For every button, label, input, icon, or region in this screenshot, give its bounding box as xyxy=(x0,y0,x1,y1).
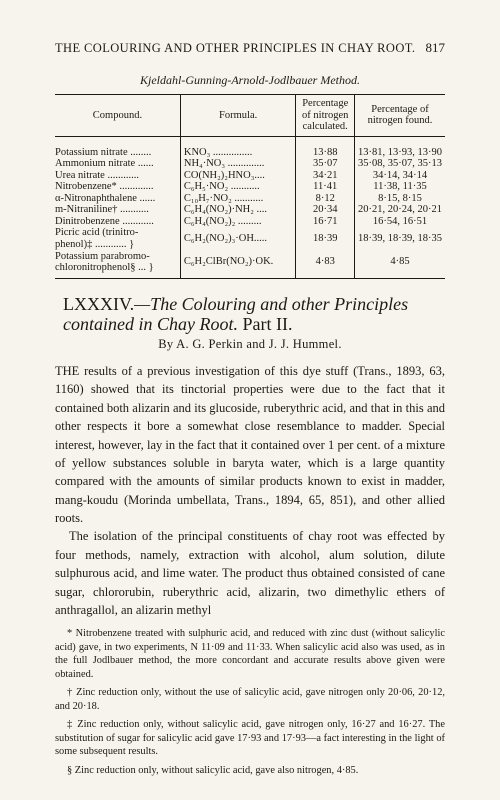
cell-calculated: 4·83 xyxy=(296,251,355,279)
footnote-3: ‡ Zinc reduction only, without salicylic acid, gave nitrogen only, 16·27 and 16·27. The substitution of sugar for salicylic acid gave 17·93 and 17·93—a fact interesting in the light of some subsequent results. xyxy=(55,719,445,758)
cell-found: 11·38, 11·35 xyxy=(355,181,446,193)
cell-compound: Dinitrobenzene ............ xyxy=(55,215,154,227)
cell-compound: Ammonium nitrate ...... xyxy=(55,158,154,170)
table-row xyxy=(55,251,445,279)
cell-formula: NH₄·NO₃ .............. xyxy=(180,158,296,170)
cell-formula: C₆H₂ClBr(NO₂)·OK. xyxy=(180,251,296,279)
cell-compound: m-Nitraniline† ........... xyxy=(55,204,149,216)
cell-calculated: 34·21 xyxy=(296,170,355,182)
page xyxy=(55,40,445,782)
cell-calculated: 16·71 xyxy=(296,216,355,228)
col-formula: Formula. xyxy=(180,95,296,137)
table-row xyxy=(55,227,445,250)
table-row xyxy=(55,158,445,170)
cell-compound: Potassium parabromo-chloronitrophenol§ ... } xyxy=(55,251,180,279)
cell-found: 20·21, 20·24, 20·21 xyxy=(355,204,446,216)
footnote-2: † Zinc reduction only, without the use of salicylic acid, gave nitrogen only 20·06, 20·12, and 20·18. xyxy=(55,687,445,712)
table-row xyxy=(55,181,445,193)
cell-found: 4·85 xyxy=(355,251,446,279)
article-title-text: —The Colouring and other Principles contained in Chay Root. xyxy=(63,293,409,335)
cell-formula: C₆H₂(NO₂)₃·OH..... xyxy=(180,227,296,250)
cell-formula: CO(NH₂)₂HNO₃.... xyxy=(180,170,296,182)
body-text xyxy=(55,362,445,619)
table-row xyxy=(55,136,445,158)
cell-calculated: 20·34 xyxy=(296,204,355,216)
cell-formula: C₆H₅·NO₂ ........... xyxy=(180,181,296,193)
table-body xyxy=(55,136,445,278)
cell-calculated: 18·39 xyxy=(296,227,355,250)
table-header-row xyxy=(55,95,445,137)
cell-calculated: 35·07 xyxy=(296,158,355,170)
col-found: Percentage of nitrogen found. xyxy=(355,95,446,137)
cell-compound: α-Nitronaphthalene ...... xyxy=(55,192,156,204)
col-calculated: Percentage of nitrogen calculated. xyxy=(296,95,355,137)
footnote-1: * Nitrobenzene treated with sulphuric acid, and reduced with zinc dust (without salicylic acid) gave, in two experiments, N 11·09 and 11·33. When salicylic acid also was used, as in the full Jodlbauer method, the more concordant and accurate results above given were obtained. xyxy=(55,628,445,680)
cell-formula: C₆H₄(NO₂)₂ ......... xyxy=(180,216,296,228)
cell-calculated: 13·88 xyxy=(296,136,355,158)
table-row xyxy=(55,193,445,205)
method-title: Kjeldahl-Gunning-Arnold-Jodlbauer Method. xyxy=(140,73,360,87)
cell-compound: Potassium nitrate ........ xyxy=(55,146,152,158)
footnote-4: § Zinc reduction only, without salicylic acid, gave also nitrogen, 4·85. xyxy=(67,764,359,776)
col-compound: Compound. xyxy=(55,95,180,137)
cell-found: 34·14, 34·14 xyxy=(355,170,446,182)
article-part: Part II. xyxy=(242,314,293,335)
cell-found: 35·08, 35·07, 35·13 xyxy=(355,158,446,170)
cell-compound: Picric acid (trinitro-phenol)‡ ............ } xyxy=(55,227,139,251)
cell-formula: C₆H₄(NO₂)·NH₂ .... xyxy=(180,204,296,216)
page-number: 817 xyxy=(425,40,445,55)
table-row xyxy=(55,170,445,182)
cell-found: 18·39, 18·39, 18·35 xyxy=(355,227,446,250)
article-number: LXXXIV. xyxy=(63,293,135,314)
paragraph-2: The isolation of the principal constituents of chay root was effected by four methods, namely, extraction with alcohol, alum solution, dilute sulphurous acid, and lime water. The product thus obtained consisted of cane sugar, chlororubin, ruberythric acid, alizarin, two dimethylic ethers of anthragallol, an alizarin methyl xyxy=(55,529,445,617)
article-title xyxy=(55,294,445,335)
cell-calculated: 11·41 xyxy=(296,181,355,193)
table-row xyxy=(55,204,445,216)
cell-found: 8·15, 8·15 xyxy=(355,193,446,205)
cell-found: 16·54, 16·51 xyxy=(355,216,446,228)
cell-compound: Urea nitrate ............ xyxy=(55,169,139,181)
running-title: THE COLOURING AND OTHER PRINCIPLES IN CHAY ROOT. xyxy=(55,41,416,55)
nitrogen-table xyxy=(55,94,445,279)
running-head xyxy=(55,40,445,56)
cell-compound: Nitrobenzene* ............. xyxy=(55,181,154,193)
article-authors: By A. G. Perkin and J. J. Hummel. xyxy=(158,337,342,352)
paragraph-1: THE results of a previous investigation of this dye stuff (Trans., 1893, 63, 1160) showed that its tinctorial properties were due to the fact that it contained both alizarin and its glucoside, ruberythric acid, and that in this and other respects it bore a somewhat close resemblance to madder. Special interest, however, lay in the fact that it contained over 1 per cent. of a mixture of yellow substances soluble in baryta water, which is a large quantity compared with the amounts of similar products known to exist in madder, mang-koudu (Morinda umbellata, Trans., 1894, 65, 851), and other allied roots. xyxy=(55,364,445,526)
cell-formula: C₁₀H₇·NO₂ ........... xyxy=(180,193,296,205)
footnotes xyxy=(55,627,445,777)
table-row xyxy=(55,216,445,228)
cell-found: 13·81, 13·93, 13·90 xyxy=(355,136,446,158)
cell-calculated: 8·12 xyxy=(296,193,355,205)
cell-formula: KNO₃ ............... xyxy=(180,136,296,158)
